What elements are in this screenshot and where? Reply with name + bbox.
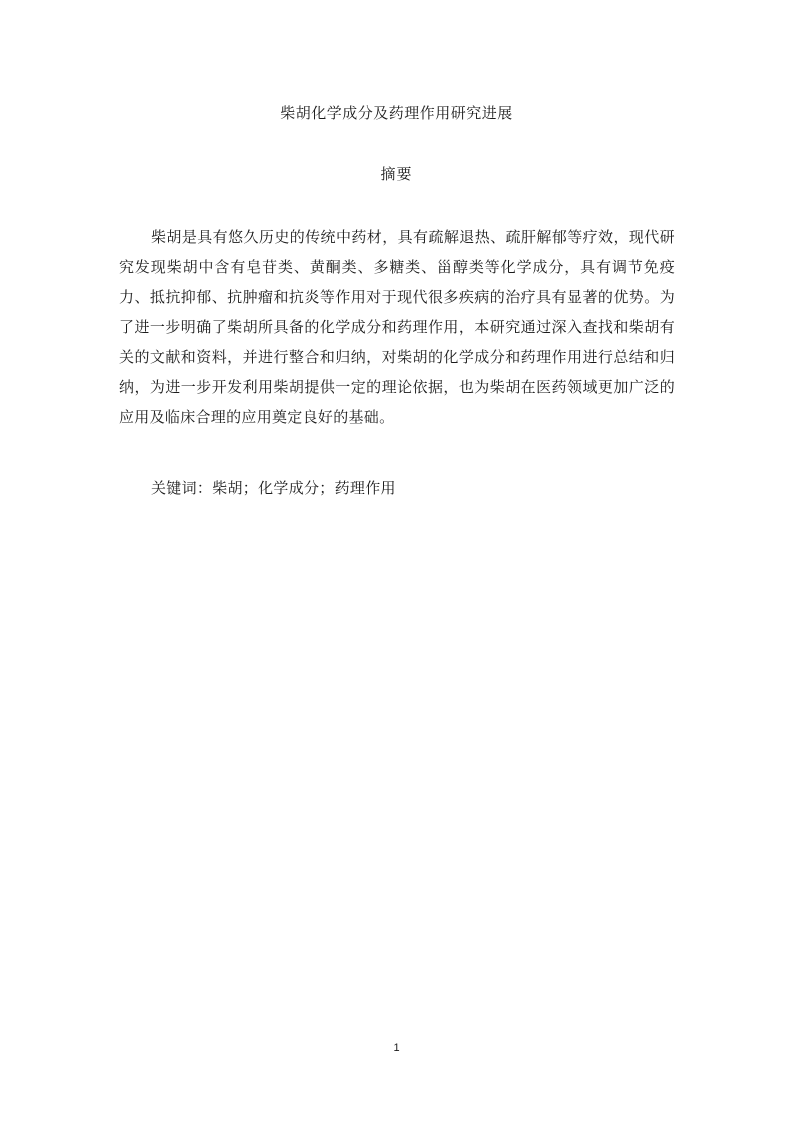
keywords-line: 关键词：柴胡；化学成分；药理作用 (151, 479, 396, 497)
page-number: 1 (393, 1042, 400, 1054)
abstract-paragraph: 柴胡是具有悠久历史的传统中药材，具有疏解退热、疏肝解郁等疗效，现代研究发现柴胡中含有皂苷类、黄酮类、多糖类、甾醇类等化学成分，具有调节免疫力、抵抗抑郁、抗肿瘤和抗炎等作用对于现代很多疾病的治疗具有显著的优势。为了进一步明确了柴胡所具备的化学成分和药理作用，本研究通过深入查找和柴胡有关的文献和资料，并进行整合和归纳，对柴胡的化学成分和药理作用进行总结和归纳，为进一步开发利用柴胡提供一定的理论依据，也为柴胡在医药领域更加广泛的应用及临床合理的应用奠定良好的基础。 (119, 228, 675, 426)
page-title: 柴胡化学成分及药理作用研究进展 (280, 104, 513, 122)
abstract-heading: 摘要 (380, 165, 413, 183)
